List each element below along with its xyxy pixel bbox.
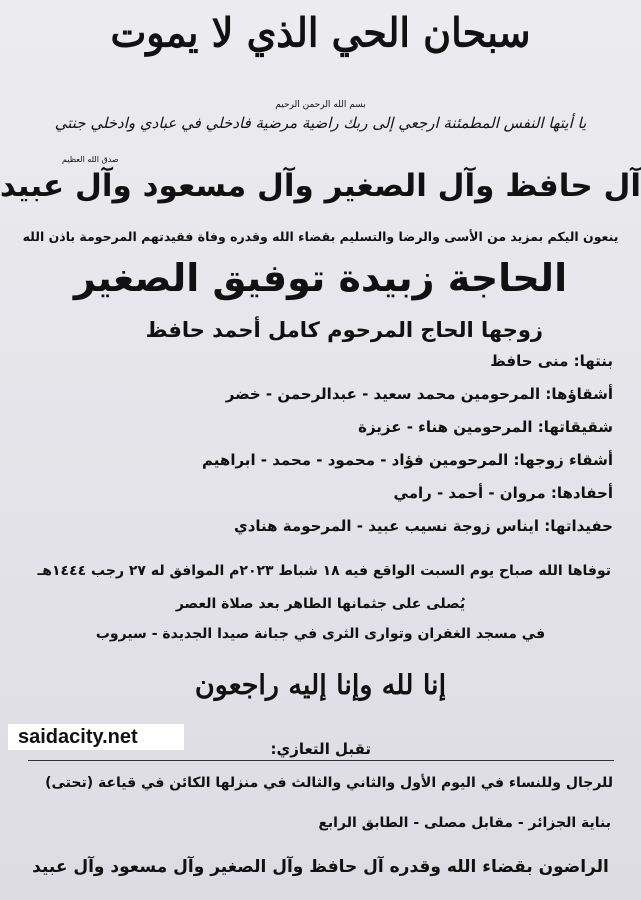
relative-label: بنتها:	[568, 352, 613, 370]
relative-row	[394, 484, 613, 502]
relative-row	[358, 418, 613, 436]
footer-signature: الراضون بقضاء الله وقدره آل حافظ وآل الصغير وآل مسعود وآل عبيد	[32, 857, 609, 877]
quran-verse: يا أيتها النفس المطمئنة ارجعي إلى ربك راضية مرضية فادخلي في عبادي وادخلي جنتي	[54, 114, 587, 132]
relative-value: المرحومين فؤاد - محمود - محمد - ابراهيم	[202, 451, 509, 469]
relative-value: المرحومين هناء - عزيزة	[358, 418, 533, 436]
relative-value: المرحومين محمد سعيد - عبدالرحمن - خضر	[225, 385, 541, 403]
spouse-line: زوجها الحاج المرحوم كامل أحمد حافظ	[145, 318, 543, 342]
relative-value: مروان - أحمد - رامي	[393, 484, 546, 502]
top-calligraphy: سبحان الحي الذي لا يموت	[110, 8, 531, 57]
burial-line: في مسجد الغفران وتوارى الثرى في جبانة صيدا الجديدة - سيروب	[95, 626, 546, 642]
relative-row	[234, 517, 613, 535]
condolence-line-2: بناية الجزائر - مقابل مصلى - الطابق الرابع	[318, 815, 611, 831]
deceased-name: الحاجة زبيدة توفيق الصغير	[73, 256, 568, 300]
relative-label: حفيداتها:	[539, 517, 613, 535]
divider-line	[28, 760, 614, 761]
relative-label: شقيقاتها:	[532, 418, 613, 436]
families-headline: آل حافظ وآل الصغير وآل مسعود وآل عبيد	[0, 168, 641, 204]
condolence-title: تقبل التعازي:	[270, 740, 371, 758]
relative-label: أحفادها:	[545, 484, 613, 502]
relative-value: منى حافظ	[490, 352, 569, 370]
relative-label: أشقاء زوجها:	[508, 451, 613, 469]
closing-calligraphy: إنا لله وإنا إليه راجعون	[194, 670, 447, 701]
prayer-line: يُصلى على جثمانها الطاهر بعد صلاة العصر	[175, 596, 466, 612]
site-watermark: saidacity.net	[8, 724, 184, 750]
relative-value: ايناس زوجة نسيب عبيد - المرحومة هنادي	[233, 517, 540, 535]
relative-label: أشقاؤها:	[540, 385, 613, 403]
condolence-line-1: للرجال وللنساء في اليوم الأول والثاني والثالث في منزلها الكائن في قياعة (تحتى)	[45, 775, 613, 791]
announcement-text: ينعون اليكم بمزيد من الأسى والرضا والتسليم بقضاء الله وقدره وفاة فقيدتهم المرحومة باذن الله	[22, 229, 619, 244]
relative-row	[202, 451, 613, 469]
death-date-line: توفاها الله صباح يوم السبت الواقع فيه ١٨ شباط ٢٠٢٣م الموافق له ٢٧ رجب ١٤٤٤هـ	[37, 563, 611, 579]
relative-row	[226, 385, 613, 403]
basmala: بسم الله الرحمن الرحيم	[275, 100, 366, 110]
relative-row	[490, 352, 613, 370]
sadaqa-allah: صدق الله العظيم	[62, 155, 119, 164]
